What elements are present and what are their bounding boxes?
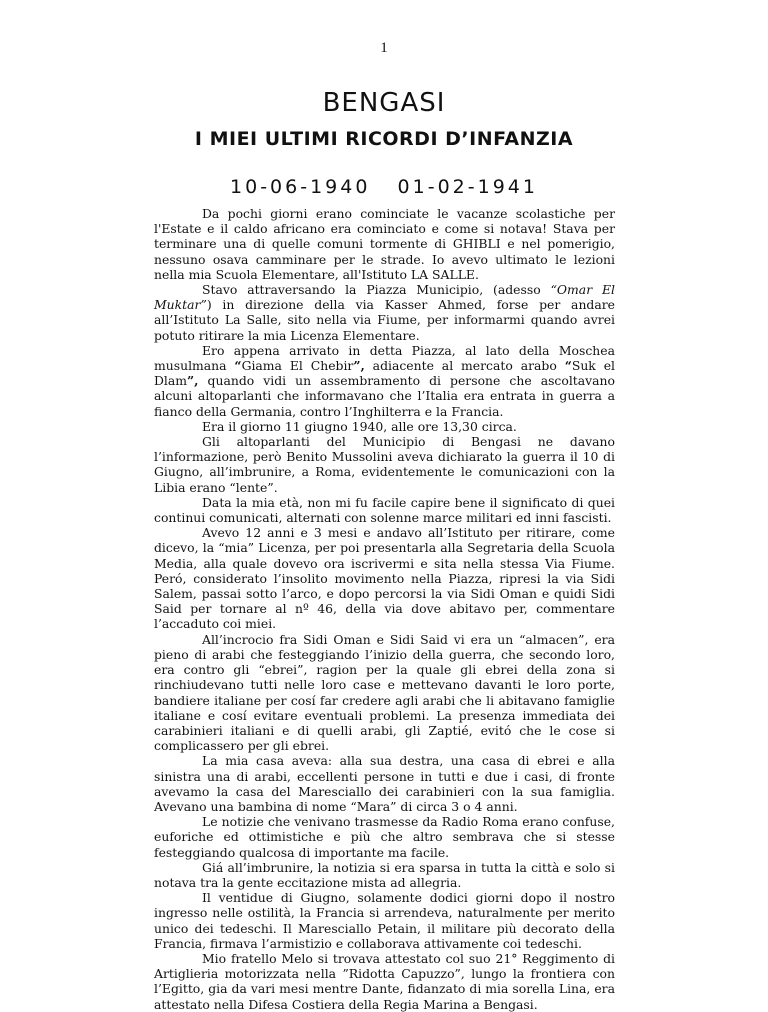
text-run: Giá all’imbrunire, la notizia si era sparsa in tutta la città e solo si notava tra la gente eccitazione mista ad allegria.	[154, 859, 615, 890]
paragraph	[154, 495, 615, 525]
date-range: 10-06-1940 01-02-1941	[230, 176, 538, 198]
paragraph	[154, 632, 615, 754]
text-run: Era il giorno 11 giugno 1940, alle ore 13,30 circa.	[202, 418, 517, 434]
text-run: Giama El Chebir	[241, 358, 354, 374]
document-title: BENGASI	[322, 88, 446, 118]
body-text	[154, 206, 615, 1012]
paragraph	[154, 206, 615, 282]
italic-text: “Omar El Muktar”	[154, 282, 615, 313]
text-run: Da pochi giorni erano cominciate le vacanze scolastiche per l'Estate e il caldo africano era cominciato e come si notava! Stava per terminare una di quelle comuni tormente di GHIBLI e nel pomerigio, nessuno osava camminare per le strade. Io avevo ultimato le lezioni nella mia Scuola Elementare, all'Istituto LA SALLE.	[154, 206, 615, 282]
text-run: Avevo 12 anni e 3 mesi e andavo all’Istituto per ritirare, come dicevo, la “mia” Licenza, per poi presentarla alla Segretaria della Scuola Media, alla quale dovevo ora iscrivermi e sita nella stessa Via Fiume. Peró, considerato l’insolito movimento nella Piazza, ripresi la via Sidi Salem, passai sotto l’arco, e dopo percorsi la via Sidi Oman e quidi Sidi Said per tornare al nº 46, della via dove abitavo per, commentare l’accaduto coi miei.	[154, 525, 615, 632]
text-run: Suk el Dlam	[154, 358, 615, 389]
paragraph	[154, 343, 615, 419]
text-run: All’incrocio fra Sidi Oman e Sidi Said vi era un “almacen”, era pieno di arabi che festeggiando l’inizio della guerra, che secondo loro, era contro gli “ebrei”, ragion per la quale gli ebrei della zona si rinchiudevano tutti nelle loro case e mettevano davanti le loro porte, bandiere italiane per cosí far credere agli arabi che li abitavano famiglie italiane e cosí evitare eventuali problemi. La presenza immediata dei carabinieri italiani e di quelli arabi, gli Zaptié, evitó che le cose si complicassero per gli ebrei.	[154, 631, 615, 754]
paragraph	[154, 814, 615, 860]
page-number: 1	[380, 40, 388, 56]
bold-text: ”,	[187, 373, 199, 389]
paragraph	[154, 890, 615, 951]
text-run: La mia casa aveva: alla sua destra, una casa di ebrei e alla sinistra una di arabi, eccellenti persone in tutti e due i casi, di fronte avevamo la casa del Maresciallo dei carabinieri con la sua famiglia. Avevano una bambina di nome “Mara” di circa 3 o 4 anni.	[154, 753, 615, 814]
bold-text: “	[234, 358, 242, 374]
paragraph	[154, 951, 615, 1012]
text-run: ) in direzione della via Kasser Ahmed, forse per andare all’Istituto La Salle, sito nella via Fiume, per informarmi quando avrei potuto ritirare la mia Licenza Elementare.	[154, 297, 615, 343]
document-subtitle: I MIEI ULTIMI RICORDI D’INFANZIA	[194, 128, 574, 150]
text-run: Ero appena arrivato in detta Piazza, al lato della Moschea musulmana	[154, 342, 615, 374]
text-run: Mio fratello Melo si trovava attestato col suo 21° Reggimento di Artiglieria motorizzata nella ”Ridotta Capuzzo”, lungo la frontiera con l’Egitto, gia da vari mesi mentre Dante, fidanzato di mia sorella Lina, era attestato nella Difesa Costiera della Regia Marina a Bengasi.	[154, 950, 615, 1012]
paragraph	[154, 419, 615, 434]
text-run: Stavo attraversando la Piazza Municipio, (adesso	[202, 282, 551, 298]
text-run: Le notizie che venivano trasmesse da Radio Roma erano confuse, euforiche ed ottimistiche e più che altro sembrava che si stesse festeggiando qualcosa di importante ma facile.	[154, 814, 615, 860]
text-run: Il ventidue di Giugno, solamente dodici giorni dopo il nostro ingresso nelle ostilità, la Francia si arrendeva, naturalmente per merito unico dei tedeschi. Il Maresciallo Petain, il militare più decorato della Francia, firmava l’armistizio e collaborava attivamente coi tedeschi.	[154, 890, 615, 951]
bold-text: ”,	[353, 358, 365, 374]
text-run: Gli altoparlanti del Municipio di Bengasi ne davano l’informazione, però Benito Mussolini aveva dichiarato la guerra il 10 di Giugno, all’imbrunire, a Roma, evidentemente le comunicazioni con la Libia erano “lente”.	[154, 434, 615, 495]
paragraph	[154, 282, 615, 343]
paragraph	[154, 860, 615, 890]
text-run: Data la mia età, non mi fu facile capire bene il significato di quei continui comunicati, alternati con solenne marce militari ed inni fascisti.	[154, 494, 615, 526]
bold-text: “	[564, 358, 572, 374]
paragraph	[154, 753, 615, 814]
text-run: adiacente al mercato arabo	[364, 358, 565, 374]
paragraph	[154, 525, 615, 631]
paragraph	[154, 434, 615, 495]
text-run: quando vidi un assembramento di persone che ascoltavano alcuni altoparlanti che informavano che l’Italia era entrata in guerra a fianco della Germania, contro l’Inghilterra e la Francia.	[154, 373, 615, 419]
